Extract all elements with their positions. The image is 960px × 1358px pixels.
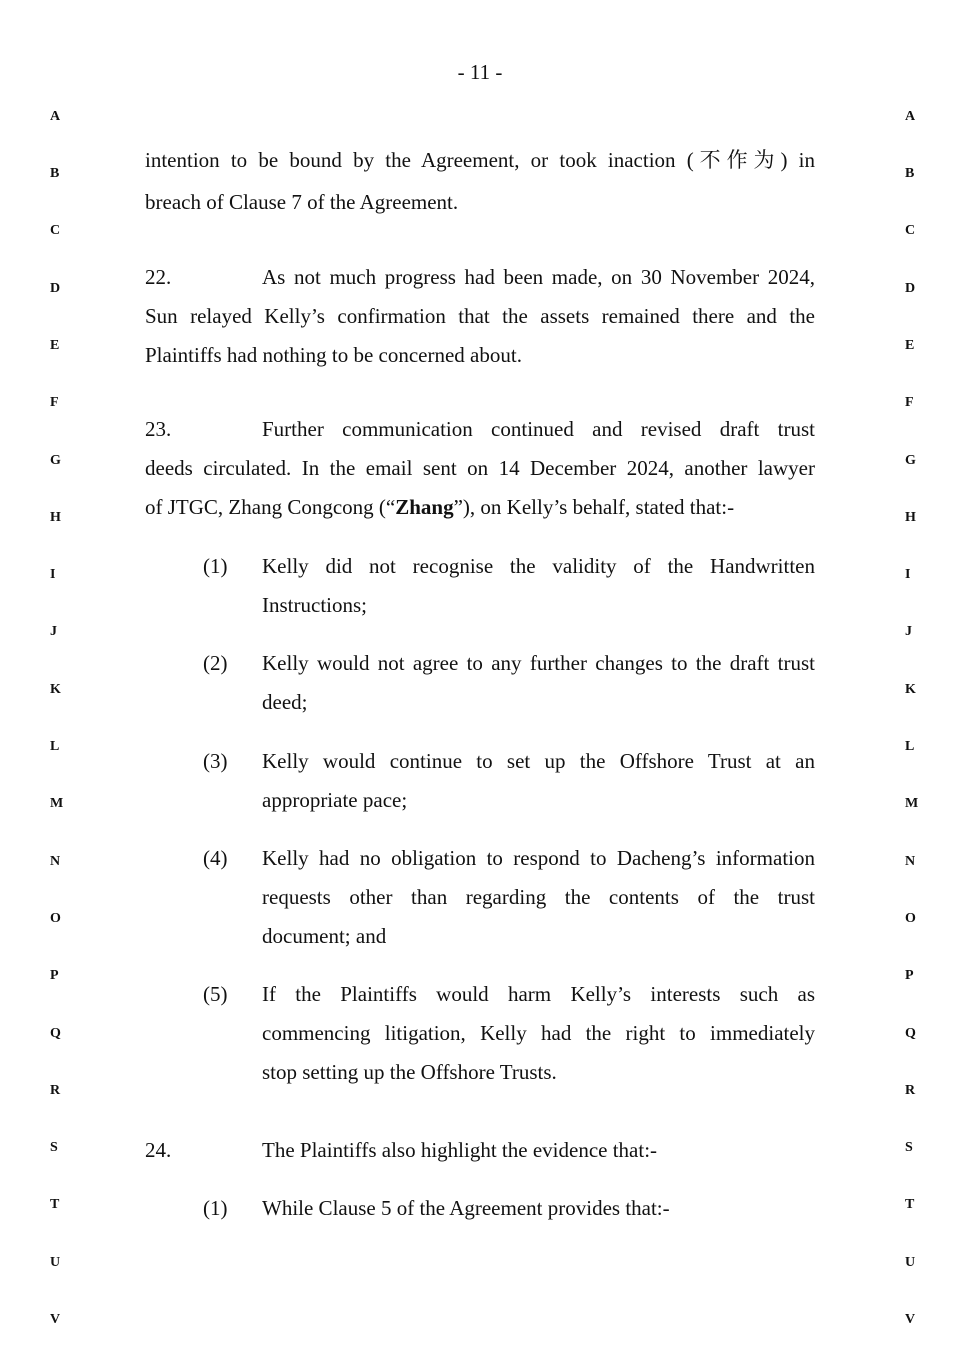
margin-letter-right-l: L	[905, 739, 915, 754]
margin-letter-left-o: O	[50, 911, 61, 926]
para23-item-4-line-2: requests other than regarding the contents of the trust	[262, 885, 815, 909]
para23-item-4-number: (4)	[203, 846, 228, 870]
defined-term-zhang: Zhang	[395, 495, 454, 519]
margin-letter-right-s: S	[905, 1140, 913, 1155]
page-number: - 11 -	[457, 60, 503, 84]
margin-letter-right-c: C	[905, 223, 916, 238]
margin-letter-left-v: V	[50, 1312, 61, 1327]
para23-item-2-line-2: deed;	[262, 690, 308, 714]
margin-letter-right-g: G	[905, 453, 916, 468]
para23-line-2: deeds circulated. In the email sent on 14 December 2024, another lawyer	[145, 456, 815, 480]
margin-letter-left-d: D	[50, 281, 61, 296]
para23-item-3-line-1: Kelly would continue to set up the Offshore Trust at an	[262, 749, 815, 773]
margin-letter-left-g: G	[50, 453, 61, 468]
paragraph-number-24: 24.	[145, 1138, 172, 1162]
margin-letter-left-q: Q	[50, 1026, 61, 1041]
margin-letter-right-n: N	[905, 854, 916, 869]
para23-item-4-line-3: document; and	[262, 924, 387, 948]
margin-letter-left-p: P	[50, 968, 59, 983]
margin-letter-right-t: T	[905, 1197, 915, 1212]
margin-letter-right-v: V	[905, 1312, 916, 1327]
margin-letter-right-e: E	[905, 338, 915, 353]
para22-line-1: As not much progress had been made, on 30 November 2024,	[262, 265, 815, 289]
para23-item-1-line-1: Kelly did not recognise the validity of the Handwritten	[262, 554, 815, 578]
para23-item-2-number: (2)	[203, 651, 228, 675]
margin-letter-right-j: J	[905, 624, 912, 639]
margin-letter-right-q: Q	[905, 1026, 916, 1041]
para24-item-1-line-1: While Clause 5 of the Agreement provides that:-	[262, 1196, 670, 1220]
margin-letter-left-s: S	[50, 1140, 58, 1155]
margin-letter-right-k: K	[905, 682, 916, 697]
margin-letter-left-u: U	[50, 1255, 61, 1270]
margin-letter-right-m: M	[905, 796, 919, 811]
margin-letter-left-l: L	[50, 739, 60, 754]
margin-letter-left-i: I	[50, 567, 56, 582]
continuation-line-1: intention to be bound by the Agreement, or took inaction (不作为) in	[145, 148, 815, 172]
para23-item-4-line-1: Kelly had no obligation to respond to Dacheng’s information	[262, 846, 815, 870]
para23-item-5-line-1: If the Plaintiffs would harm Kelly’s interests such as	[262, 982, 815, 1006]
para22-line-3: Plaintiffs had nothing to be concerned about.	[145, 343, 522, 367]
margin-letter-right-o: O	[905, 911, 916, 926]
margin-letter-left-e: E	[50, 338, 60, 353]
para23-item-1-line-2: Instructions;	[262, 593, 367, 617]
para23-line-3	[145, 495, 815, 519]
para23-item-1-number: (1)	[203, 554, 228, 578]
margin-letter-right-b: B	[905, 166, 915, 181]
margin-letter-left-b: B	[50, 166, 60, 181]
margin-letter-left-a: A	[50, 109, 61, 124]
margin-letter-right-a: A	[905, 109, 916, 124]
para23-line-1: Further communication continued and revised draft trust	[262, 417, 815, 441]
margin-letter-left-c: C	[50, 223, 61, 238]
margin-letter-left-k: K	[50, 682, 61, 697]
para23-line-3-post: ”), on Kelly’s behalf, stated that:-	[453, 495, 735, 519]
margin-letter-right-f: F	[905, 395, 914, 410]
margin-letter-left-f: F	[50, 395, 59, 410]
margin-letter-right-p: P	[905, 968, 914, 983]
paragraph-number-22: 22.	[145, 265, 172, 289]
margin-letter-left-h: H	[50, 510, 61, 525]
margin-letter-left-r: R	[50, 1083, 61, 1098]
para22-line-2: Sun relayed Kelly’s confirmation that the assets remained there and the	[145, 304, 815, 328]
margin-letter-right-u: U	[905, 1255, 916, 1270]
margin-letter-left-n: N	[50, 854, 61, 869]
paragraph-number-23: 23.	[145, 417, 172, 441]
para23-item-5-line-2: commencing litigation, Kelly had the right to immediately	[262, 1021, 815, 1045]
margin-letter-right-h: H	[905, 510, 916, 525]
para23-item-5-number: (5)	[203, 982, 228, 1006]
margin-letter-right-r: R	[905, 1083, 916, 1098]
para23-item-2-line-1: Kelly would not agree to any further changes to the draft trust	[262, 651, 815, 675]
para24-item-1-number: (1)	[203, 1196, 228, 1220]
continuation-line-2: breach of Clause 7 of the Agreement.	[145, 190, 459, 214]
para23-item-3-number: (3)	[203, 749, 228, 773]
margin-letter-left-t: T	[50, 1197, 60, 1212]
margin-letter-left-j: J	[50, 624, 57, 639]
para23-item-3-line-2: appropriate pace;	[262, 788, 408, 812]
para23-line-3-pre: of JTGC, Zhang Congcong (“	[145, 495, 396, 519]
margin-letter-left-m: M	[50, 796, 64, 811]
para23-item-5-line-3: stop setting up the Offshore Trusts.	[262, 1060, 557, 1084]
margin-letter-right-i: I	[905, 567, 911, 582]
para24-line-1: The Plaintiffs also highlight the evidence that:-	[262, 1138, 658, 1162]
margin-letter-right-d: D	[905, 281, 916, 296]
